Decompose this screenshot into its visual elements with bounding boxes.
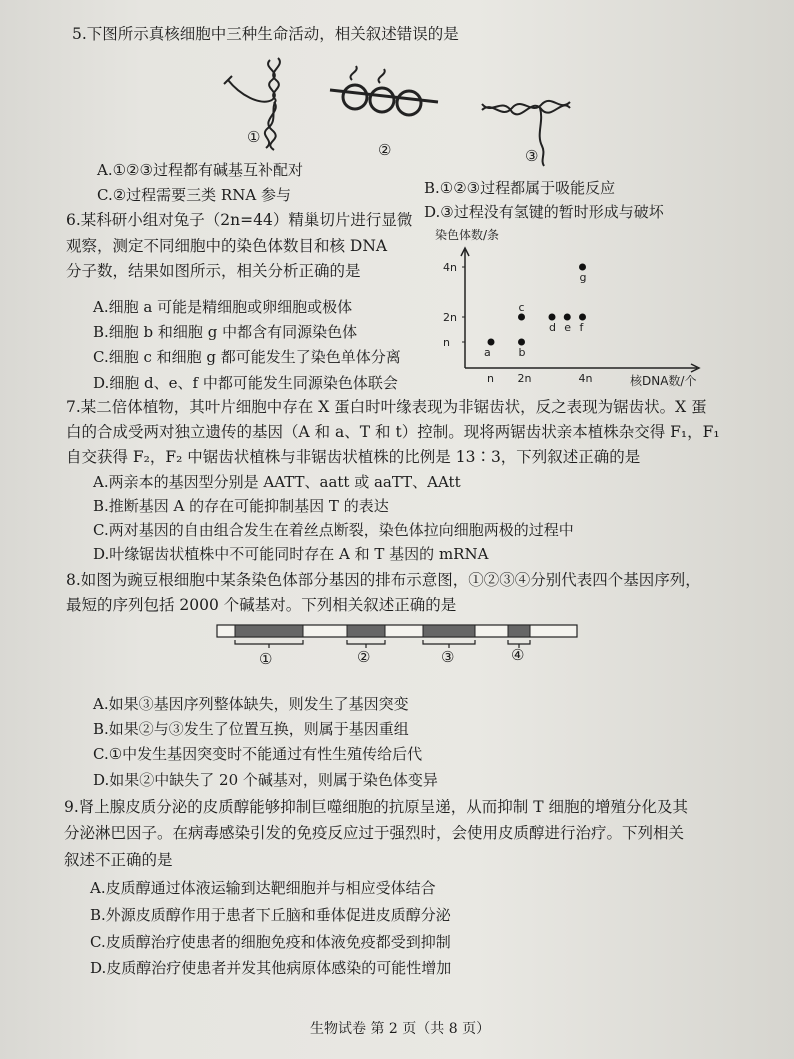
data-point-g <box>579 264 586 271</box>
q8-stem-line-1: 8.如图为豌豆根细胞中某条染色体部分基因的排布示意图，①②③④分别代表四个基因序列， <box>66 571 701 589</box>
data-point-c <box>518 314 525 321</box>
gene-segment-3 <box>423 625 475 637</box>
brace-2 <box>347 640 385 648</box>
data-point-a <box>488 339 495 346</box>
data-point-d <box>549 314 556 321</box>
q7-stem-line-1: 7.某二倍体植物，其叶片细胞中存在 X 蛋白时叶缘表现为非锯齿状，反之表现为锯齿状。X 蛋 <box>66 398 707 416</box>
q7-option-d[interactable]: D.叶缘锯齿状植株中不可能同时存在 A 和 T 基因的 mRNA <box>93 545 489 563</box>
brace-3 <box>423 640 475 648</box>
page-footer: 生物试卷 第 2 页（共 8 页） <box>310 1021 491 1037</box>
q8-option-d[interactable]: D.如果②中缺失了 20 个碱基对，则属于染色体变异 <box>93 771 438 789</box>
q7-stem-line-3: 自交获得 F₂，F₂ 中锯齿状植株与非锯齿状植株的比例是 13∶3，下列叙述正确的是 <box>66 448 641 466</box>
brace-1 <box>235 640 303 648</box>
y-axis-label: 染色体数/条 <box>435 228 500 242</box>
data-point-f <box>579 314 586 321</box>
q9-option-d[interactable]: D.皮质醇治疗使患者并发其他病原体感染的可能性增加 <box>90 959 452 977</box>
x-axis-label: 核DNA数/个 <box>630 374 697 388</box>
q5-option-b[interactable]: B.①②③过程都属于吸能反应 <box>424 179 616 197</box>
data-point-label-c: c <box>518 301 525 314</box>
data-point-label-f: f <box>579 321 584 334</box>
data-point-label-e: e <box>564 321 572 334</box>
data-point-label-d: d <box>549 321 556 334</box>
q8-option-b[interactable]: B.如果②与③发生了位置互换，则属于基因重组 <box>93 720 409 738</box>
x-tick-label: 4n <box>578 372 593 385</box>
q5-figure-label-2: ② <box>378 141 392 159</box>
q5-stem: 5.下图所示真核细胞中三种生命活动，相关叙述错误的是 <box>72 25 459 43</box>
translation-diagram <box>330 66 438 115</box>
q8-gene-label-3: ③ <box>441 648 455 666</box>
q8-stem-line-2: 最短的序列包括 2000 个碱基对。下列相关叙述正确的是 <box>66 596 457 614</box>
q8-gene-label-2: ② <box>357 648 371 666</box>
q7-option-c[interactable]: C.两对基因的自由组合发生在着丝点断裂，染色体拉向细胞两极的过程中 <box>93 521 574 539</box>
q6-scatter-chart <box>425 225 725 390</box>
q5-option-a[interactable]: A.①②③过程都有碱基互补配对 <box>97 161 303 179</box>
q8-gene-label-4: ④ <box>511 646 525 664</box>
q5-option-d[interactable]: D.③过程没有氢键的暂时形成与破坏 <box>424 203 664 221</box>
q6-stem-line-2: 观察，测定不同细胞中的染色体数目和核 DNA <box>66 237 388 255</box>
q6-option-b[interactable]: B.细胞 b 和细胞 g 中都含有同源染色体 <box>93 323 358 341</box>
q8-gene-label-1: ① <box>259 650 273 668</box>
q9-option-b[interactable]: B.外源皮质醇作用于患者下丘脑和垂体促进皮质醇分泌 <box>90 906 451 924</box>
q5-figure-label-1: ① <box>247 128 261 146</box>
y-tick-label: 2n <box>443 311 457 324</box>
data-point-label-b: b <box>518 346 526 359</box>
x-tick-label: n <box>487 372 494 385</box>
q7-stem-line-2: 白的合成受两对独立遗传的基因（A 和 a、T 和 t）控制。现将两锯齿状亲本植株杂交得 F₁，F₁ <box>66 423 720 441</box>
q9-stem-line-3: 叙述不正确的是 <box>64 851 173 869</box>
q7-option-a[interactable]: A.两亲本的基因型分别是 AATT、aatt 或 aaTT、AAtt <box>93 473 461 491</box>
gene-segment-1 <box>235 625 303 637</box>
q9-stem-line-1: 9.肾上腺皮质分泌的皮质醇能够抑制巨噬细胞的抗原呈递，从而抑制 T 细胞的增殖分化及其 <box>64 798 688 816</box>
q9-option-c[interactable]: C.皮质醇治疗使患者的细胞免疫和体液免疫都受到抑制 <box>90 933 451 951</box>
q6-stem-line-1: 6.某科研小组对兔子（2n=44）精巢切片进行显微 <box>66 211 413 229</box>
q9-stem-line-2: 分泌淋巴因子。在病毒感染引发的免疫反应过于强烈时，会使用皮质醇进行治疗。下列相关 <box>64 824 685 842</box>
q6-option-a[interactable]: A.细胞 a 可能是精细胞或卵细胞或极体 <box>93 298 353 316</box>
q5-option-c[interactable]: C.②过程需要三类 RNA 参与 <box>97 186 291 204</box>
gene-segment-4 <box>508 625 530 637</box>
x-tick-label: 2n <box>517 372 532 385</box>
y-tick-label: 4n <box>443 261 457 274</box>
q9-option-a[interactable]: A.皮质醇通过体液运输到达靶细胞并与相应受体结合 <box>90 879 436 897</box>
data-point-label-g: g <box>579 271 587 284</box>
q8-option-c[interactable]: C.①中发生基因突变时不能通过有性生殖传给后代 <box>93 745 423 763</box>
data-point-e <box>564 314 571 321</box>
q6-option-c[interactable]: C.细胞 c 和细胞 g 都可能发生了染色单体分离 <box>93 348 401 366</box>
y-tick-label: n <box>443 336 450 349</box>
data-point-b <box>518 339 525 346</box>
q6-option-d[interactable]: D.细胞 d、e、f 中都可能发生同源染色体联会 <box>93 374 398 392</box>
gene-segment-2 <box>347 625 385 637</box>
data-point-label-a: a <box>484 346 491 359</box>
q7-option-b[interactable]: B.推断基因 A 的存在可能抑制基因 T 的表达 <box>93 497 389 515</box>
q6-stem-line-3: 分子数，结果如图所示，相关分析正确的是 <box>66 262 361 280</box>
q8-option-a[interactable]: A.如果③基因序列整体缺失，则发生了基因突变 <box>93 695 409 713</box>
q5-figure-label-3: ③ <box>525 147 539 165</box>
